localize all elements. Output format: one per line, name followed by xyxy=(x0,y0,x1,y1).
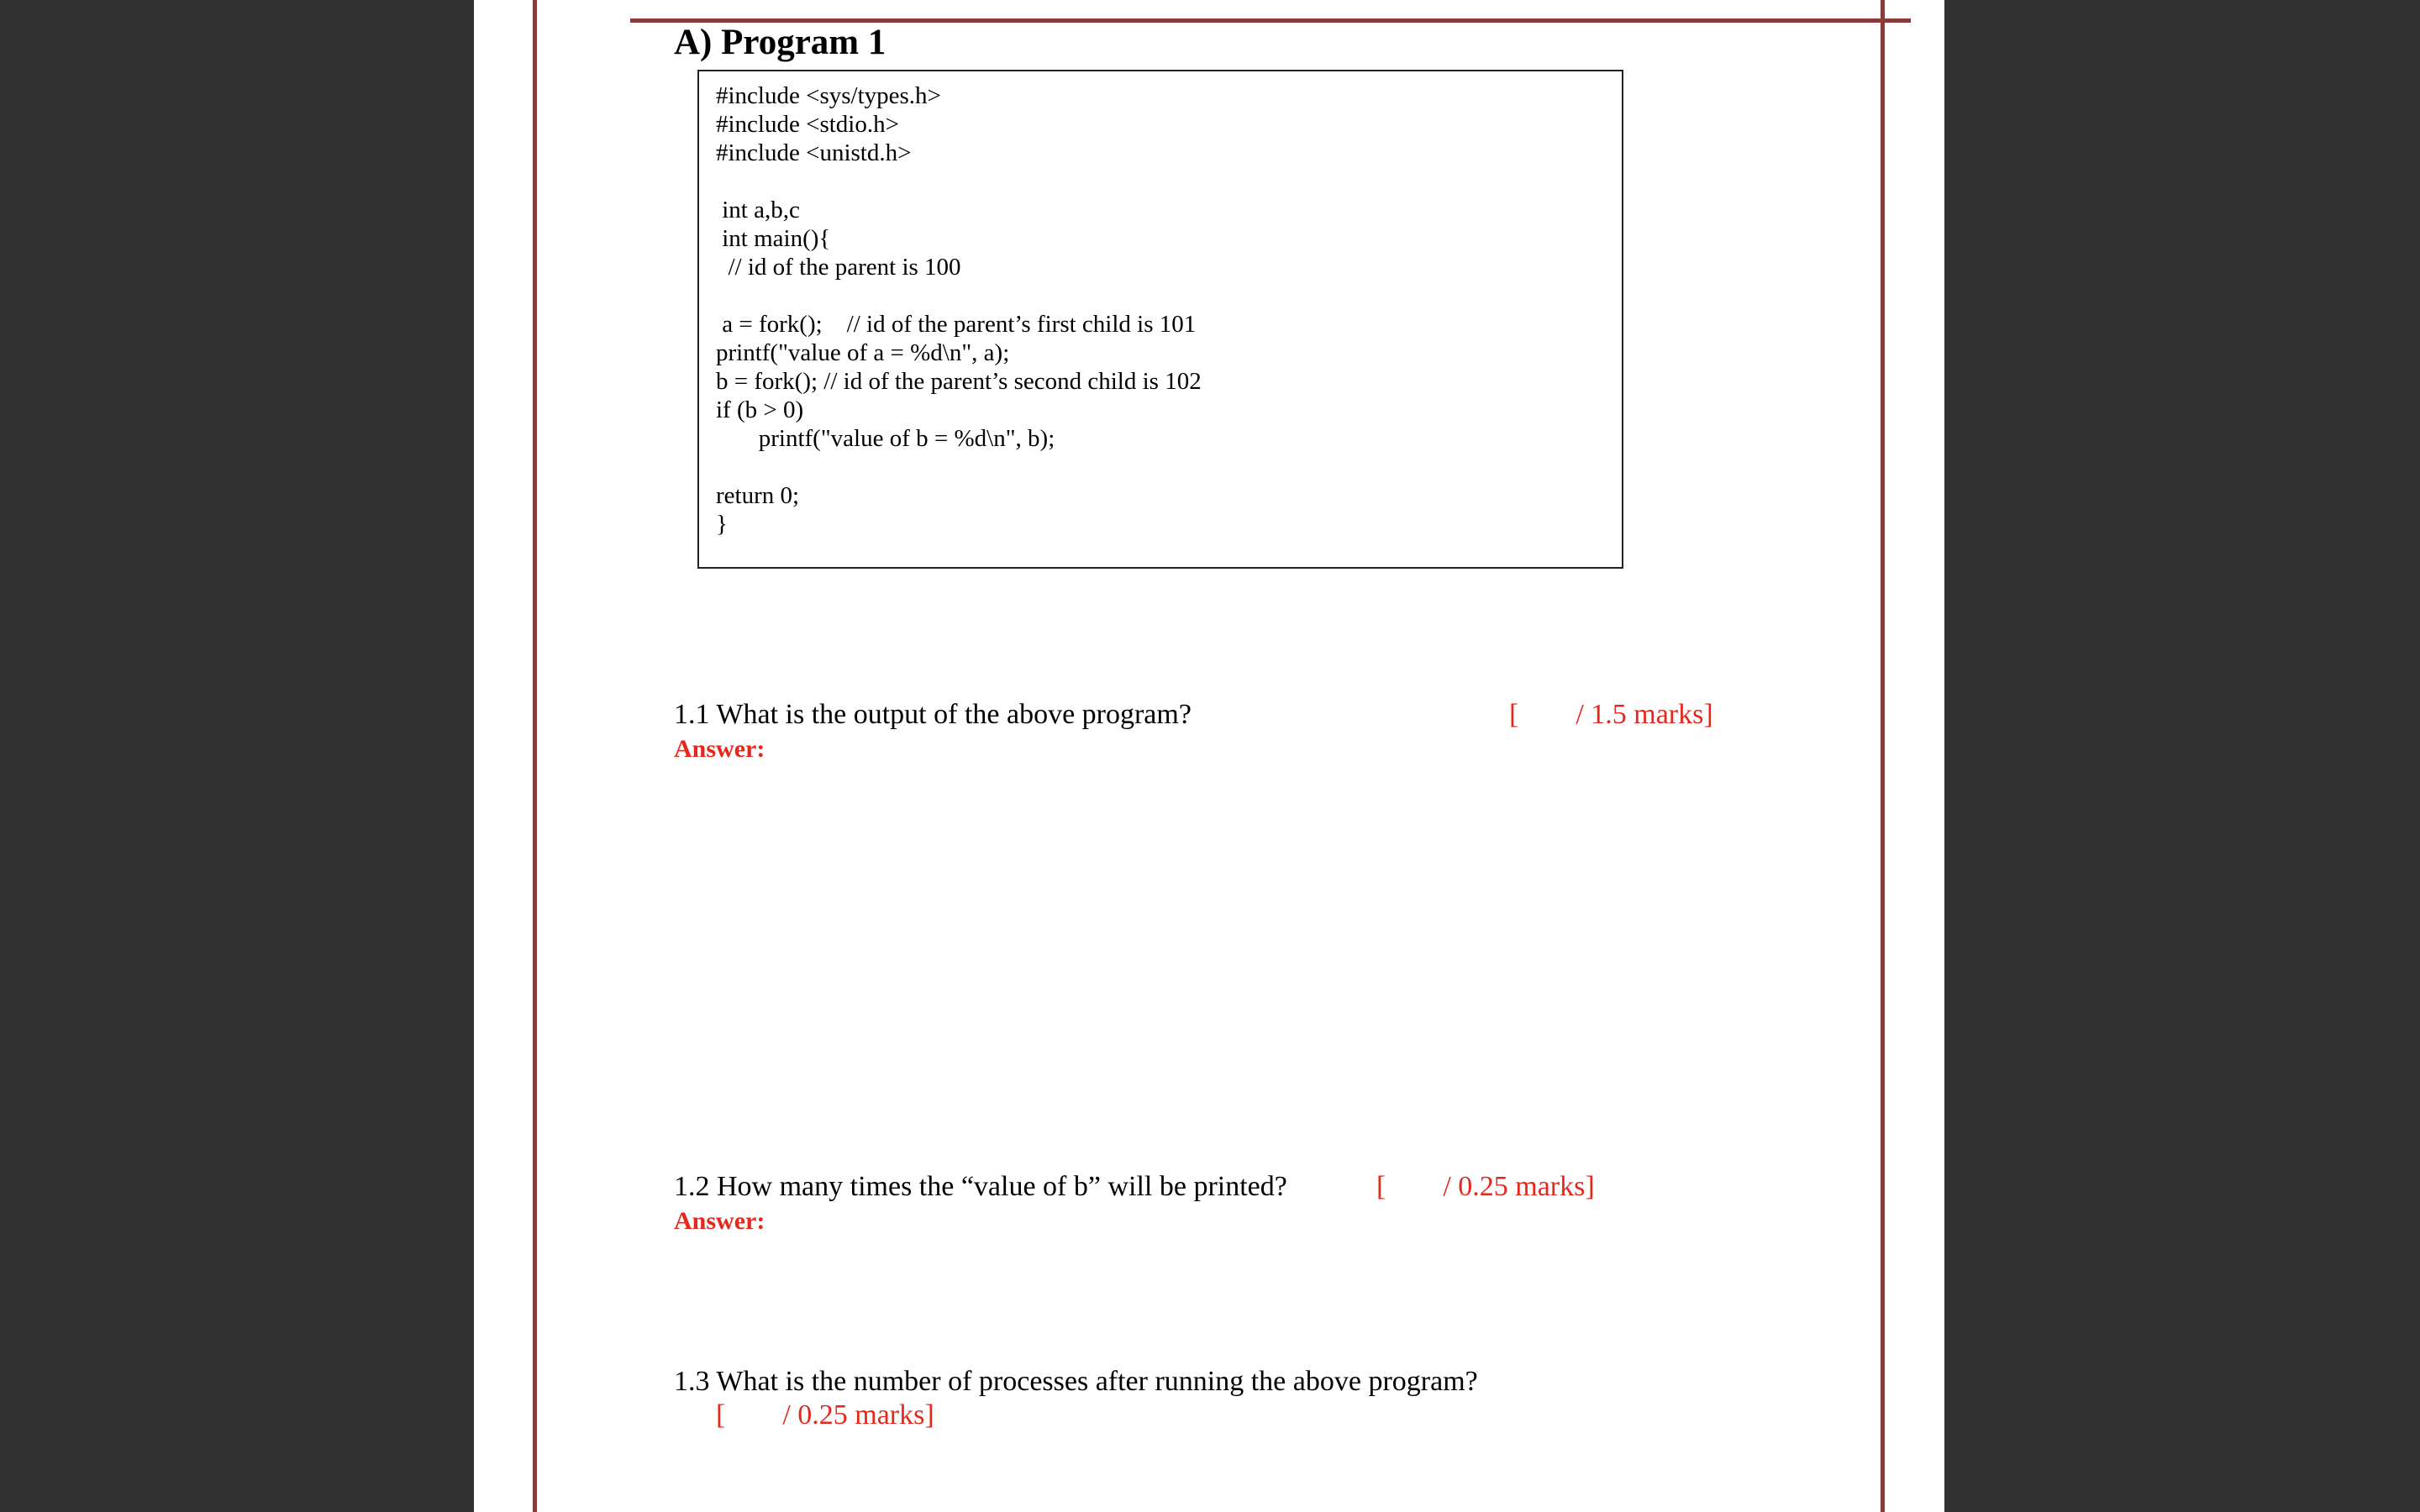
code-line: int a,b,c xyxy=(716,197,800,223)
question-1-2-answer-label: Answer: xyxy=(674,1207,765,1235)
code-line: #include <unistd.h> xyxy=(716,139,912,166)
code-line: #include <sys/types.h> xyxy=(716,82,941,109)
page-border-right xyxy=(1881,0,1885,1512)
document-page xyxy=(474,0,1944,1512)
page-border-left xyxy=(533,0,537,1512)
code-line: #include <stdio.h> xyxy=(716,111,899,138)
code-line: if (b > 0) xyxy=(716,396,804,423)
code-line: printf("value of b = %d\n", b); xyxy=(716,425,1055,452)
code-line: // id of the parent is 100 xyxy=(716,254,961,281)
code-line: a = fork(); // id of the parent’s first child is 101 xyxy=(716,311,1197,338)
code-line xyxy=(716,281,1605,310)
question-1-3-marks: [ / 0.25 marks] xyxy=(716,1399,934,1431)
question-1-1: 1.1 What is the output of the above program? xyxy=(674,699,1192,730)
question-1-2: 1.2 How many times the “value of b” will be printed? xyxy=(674,1171,1287,1202)
question-1-3: 1.3 What is the number of processes after running the above program? xyxy=(674,1366,1478,1397)
question-1-1-answer-label: Answer: xyxy=(674,735,765,763)
code-line: } xyxy=(716,511,728,538)
question-1-1-marks: [ / 1.5 marks] xyxy=(1509,699,1713,730)
code-line: b = fork(); // id of the parent’s second child is 102 xyxy=(716,368,1202,395)
code-line xyxy=(716,167,1605,196)
code-line: int main(){ xyxy=(716,225,831,252)
code-line: printf("value of a = %d\n", a); xyxy=(716,339,1010,366)
question-1-2-marks: [ / 0.25 marks] xyxy=(1376,1171,1595,1202)
code-listing xyxy=(697,70,1623,569)
section-heading: A) Program 1 xyxy=(674,23,886,62)
code-line xyxy=(716,453,1605,481)
code-line: return 0; xyxy=(716,482,800,509)
